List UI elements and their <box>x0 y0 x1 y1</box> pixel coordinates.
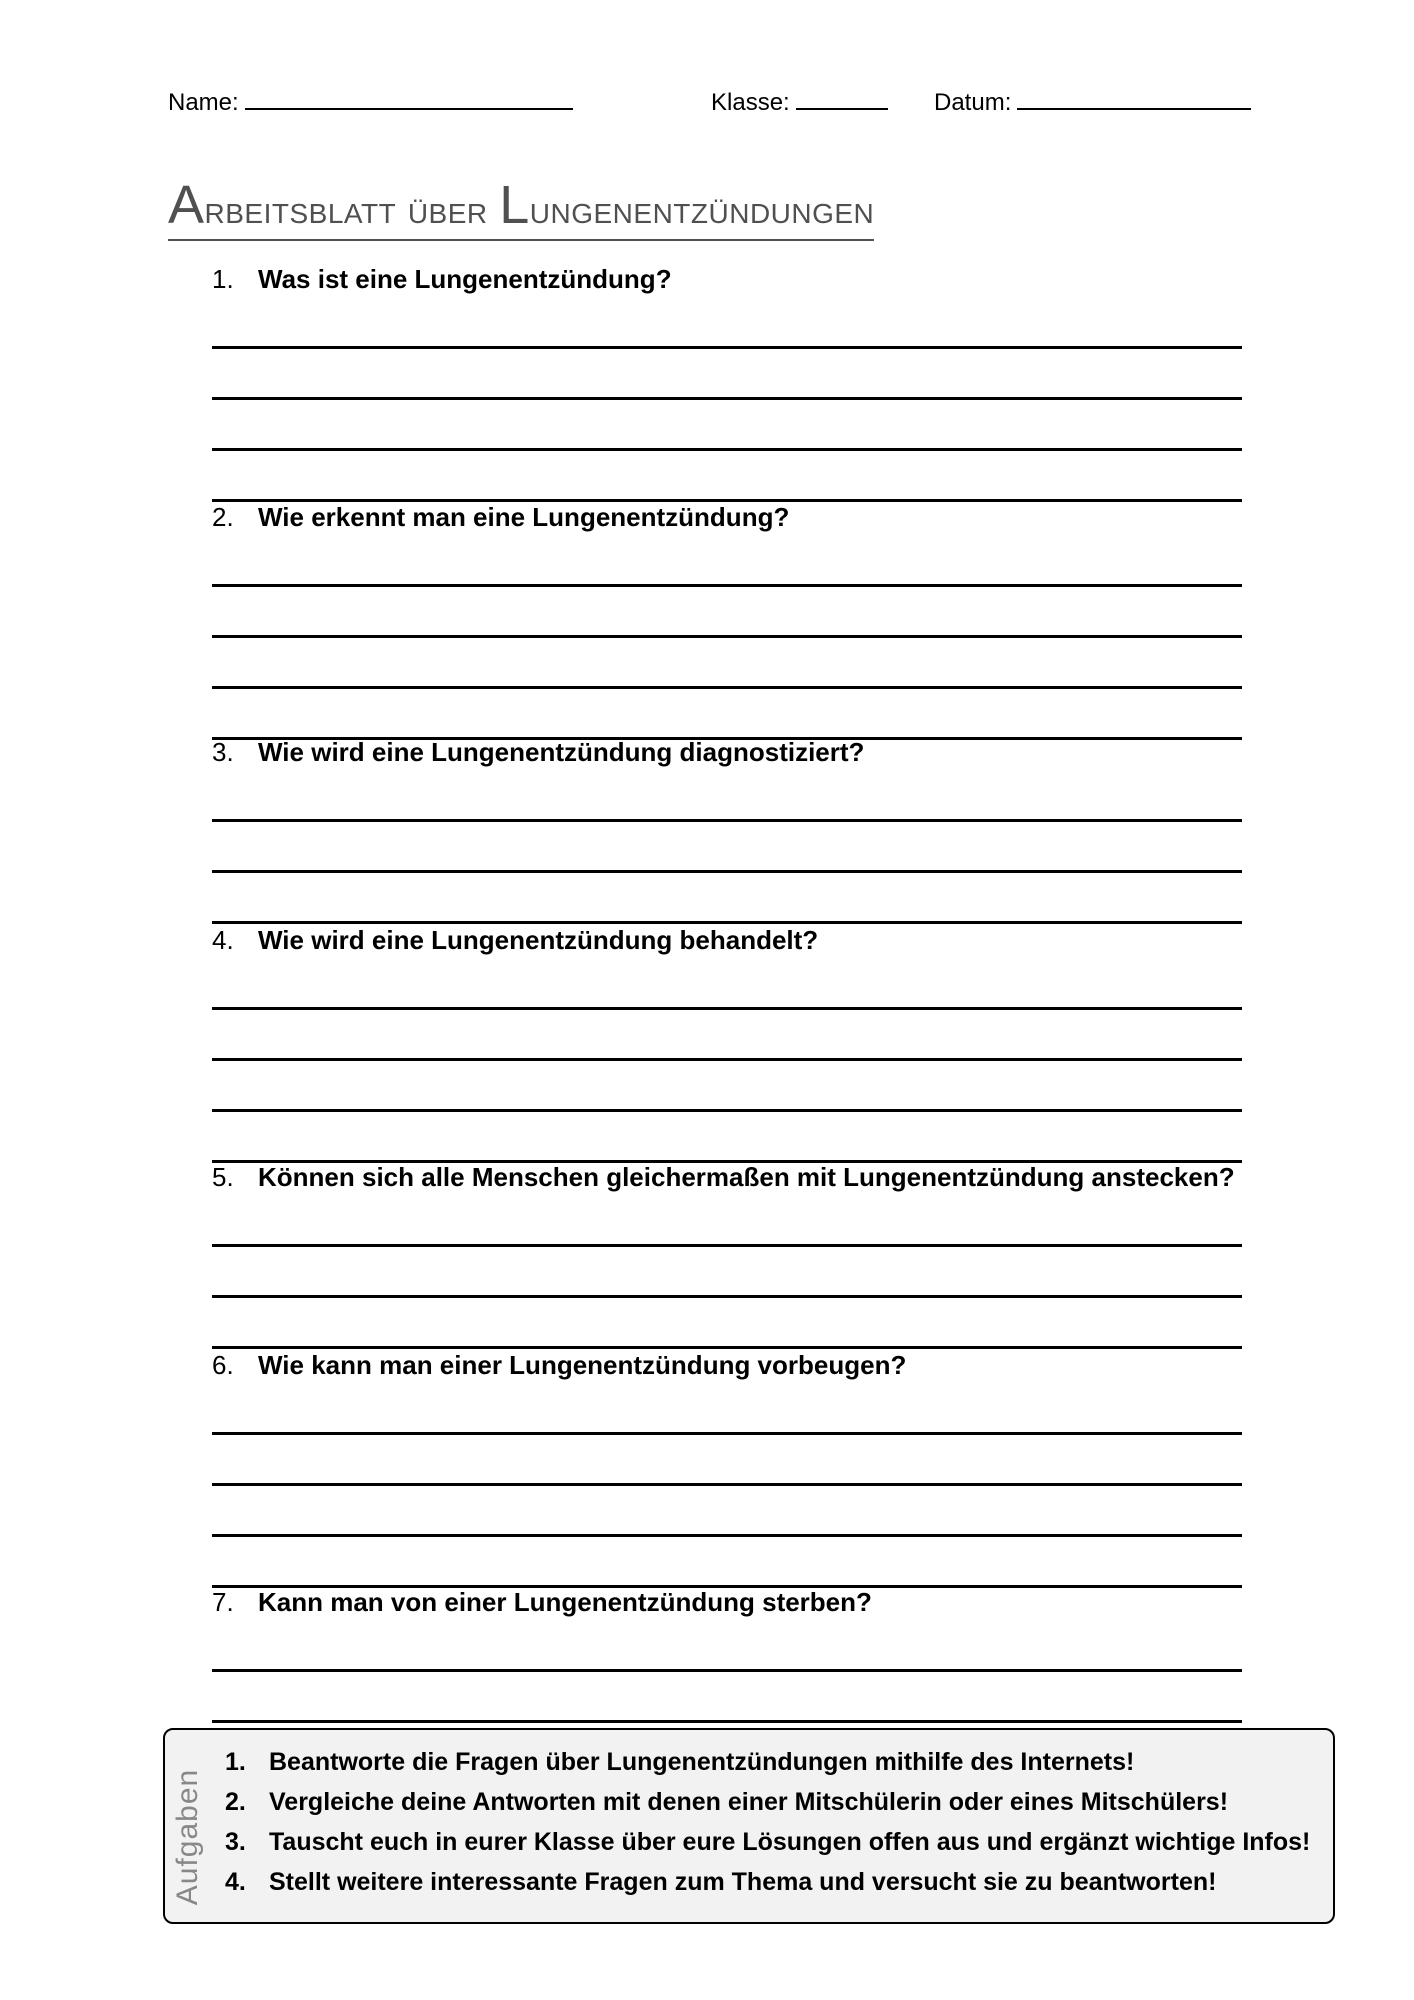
class-label: Klasse: <box>711 89 790 116</box>
question-text: Wie wird eine Lungenentzündung diagnostiziert? <box>258 737 865 767</box>
answer-line[interactable] <box>212 1247 1242 1298</box>
answer-line[interactable] <box>212 587 1242 638</box>
question-text: Wie wird eine Lungenentzündung behandelt? <box>258 925 819 955</box>
question-text: Wie kann man einer Lungenentzündung vorbeugen? <box>258 1350 907 1380</box>
question-number: 7. <box>212 1587 234 1617</box>
question-number: 5. <box>212 1162 234 1192</box>
worksheet-header <box>168 86 1258 116</box>
answer-line[interactable] <box>212 873 1242 924</box>
name-field[interactable] <box>168 86 573 117</box>
question-number: 1. <box>212 264 234 294</box>
page-title: Arbeitsblatt über Lungenentzündungen <box>168 178 874 241</box>
question-heading <box>212 1585 1242 1619</box>
date-field[interactable] <box>934 86 1251 117</box>
answer-line[interactable] <box>212 1194 1242 1247</box>
answer-line[interactable] <box>212 349 1242 400</box>
task-item: 4. Stellt weitere interessante Fragen zum Thema und versucht sie zu beantworten! <box>225 1868 1217 1896</box>
answer-line[interactable] <box>212 769 1242 822</box>
tasks-list <box>225 1742 1310 1902</box>
answer-line[interactable] <box>212 1486 1242 1537</box>
name-blank-line[interactable] <box>245 86 573 110</box>
question-heading <box>212 923 1242 957</box>
answer-line[interactable] <box>212 1298 1242 1349</box>
question-6 <box>212 1348 1242 1588</box>
answer-line[interactable] <box>212 451 1242 502</box>
answer-line[interactable] <box>212 1382 1242 1435</box>
class-field[interactable] <box>711 86 888 117</box>
date-label: Datum: <box>934 89 1012 116</box>
question-heading <box>212 500 1242 534</box>
answer-line[interactable] <box>212 1537 1242 1588</box>
question-2 <box>212 500 1242 740</box>
question-1 <box>212 262 1242 502</box>
question-heading <box>212 262 1242 296</box>
question-text: Kann man von einer Lungenentzündung sterben? <box>258 1587 872 1617</box>
question-text: Können sich alle Menschen gleichermaßen mit Lungenentzündung anstecken? <box>258 1162 1235 1192</box>
answer-line[interactable] <box>212 1010 1242 1061</box>
task-item: 1. Beantworte die Fragen über Lungenentzündungen mithilfe des Internets! <box>225 1748 1135 1776</box>
class-blank-line[interactable] <box>796 86 888 110</box>
answer-line[interactable] <box>212 1112 1242 1163</box>
answer-line[interactable] <box>212 1619 1242 1672</box>
question-number: 4. <box>212 925 234 955</box>
question-7 <box>212 1585 1242 1723</box>
question-heading <box>212 735 1242 769</box>
answer-line[interactable] <box>212 1672 1242 1723</box>
question-number: 6. <box>212 1350 234 1380</box>
question-5 <box>212 1160 1242 1349</box>
answer-line[interactable] <box>212 689 1242 740</box>
answer-line[interactable] <box>212 296 1242 349</box>
answer-line[interactable] <box>212 534 1242 587</box>
question-heading <box>212 1348 1242 1382</box>
tasks-box-label: Aufgaben <box>171 1768 204 1906</box>
answer-line[interactable] <box>212 1435 1242 1486</box>
question-4 <box>212 923 1242 1163</box>
question-number: 3. <box>212 737 234 767</box>
question-3 <box>212 735 1242 924</box>
answer-line[interactable] <box>212 638 1242 689</box>
task-item: 2. Vergleiche deine Antworten mit denen einer Mitschülerin oder eines Mitschülers! <box>225 1788 1229 1816</box>
name-label: Name: <box>168 89 239 116</box>
tasks-box <box>163 1728 1335 1924</box>
answer-line[interactable] <box>212 400 1242 451</box>
answer-line[interactable] <box>212 1061 1242 1112</box>
answer-line[interactable] <box>212 957 1242 1010</box>
task-item: 3. Tauscht euch in eurer Klasse über eure Lösungen offen aus und ergänzt wichtige Infos! <box>225 1828 1311 1856</box>
answer-line[interactable] <box>212 822 1242 873</box>
question-text: Was ist eine Lungenentzündung? <box>258 264 672 294</box>
question-number: 2. <box>212 502 234 532</box>
question-heading <box>212 1160 1242 1194</box>
question-text: Wie erkennt man eine Lungenentzündung? <box>258 502 790 532</box>
date-blank-line[interactable] <box>1017 86 1251 110</box>
